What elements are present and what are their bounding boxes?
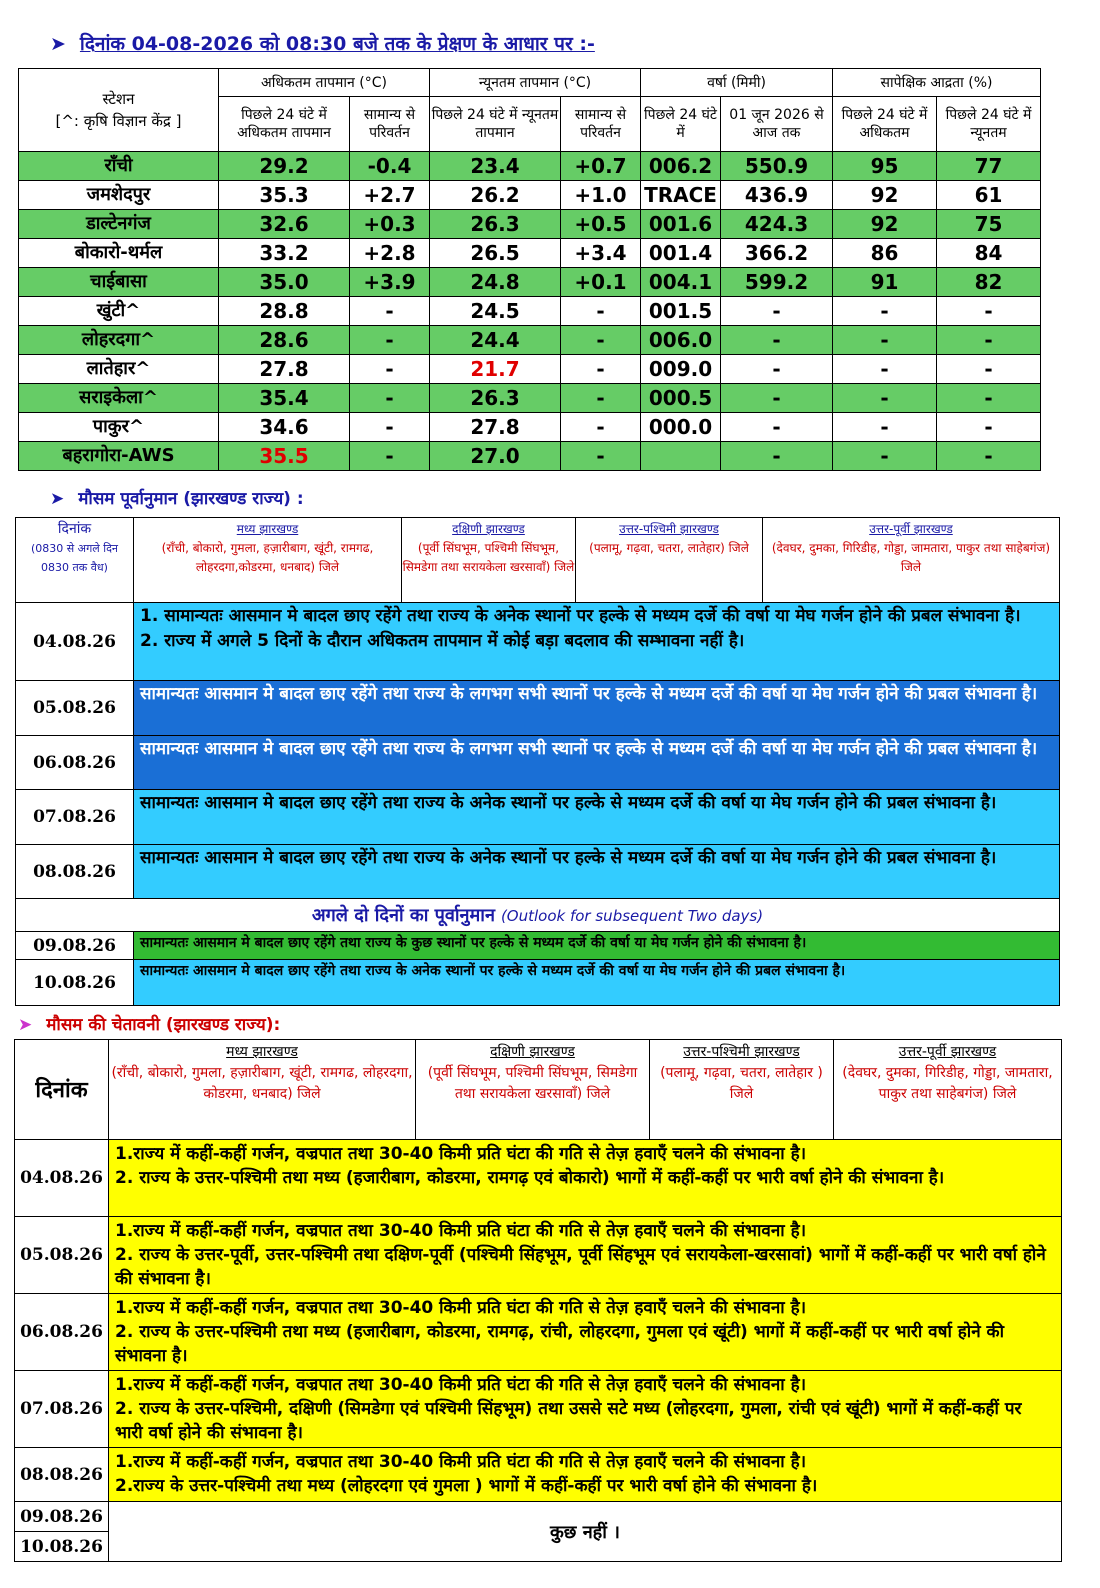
sub-header: पिछले 24 घंटे में न्यूनतम xyxy=(937,97,1041,152)
table-cell: - xyxy=(350,297,430,326)
forecast-date: 08.08.26 xyxy=(16,845,134,899)
station-name: सराइकेला^ xyxy=(19,384,219,413)
table-cell: 92 xyxy=(833,181,937,210)
observation-table xyxy=(18,68,1041,471)
table-row xyxy=(19,268,1041,297)
forecast-date: 06.08.26 xyxy=(16,736,134,790)
outlook-header xyxy=(16,899,1060,932)
table-cell: 91 xyxy=(833,268,937,297)
page-title: ➤ दिनांक 04-08-2026 को 08:30 बजे तक के प्रेक्षण के आधार पर :- xyxy=(50,33,595,55)
region-header-central xyxy=(109,1040,416,1140)
sub-header: सामान्य से परिवर्तन xyxy=(350,97,430,152)
warning-text xyxy=(109,1371,1062,1448)
region-header-northwest xyxy=(576,518,763,603)
table-cell: 001.6 xyxy=(641,210,721,239)
station-name: राँची xyxy=(19,152,219,181)
warning-section-title: ➤ मौसम की चेतावनी (झारखण्ड राज्य): xyxy=(18,1015,281,1035)
warning-date: 10.08.26 xyxy=(15,1532,109,1562)
table-cell: - xyxy=(561,442,641,471)
region-name: दक्षिणी झारखण्ड xyxy=(452,522,525,536)
table-cell: - xyxy=(833,384,937,413)
forecast-date: 09.08.26 xyxy=(16,932,134,960)
table-cell: - xyxy=(833,442,937,471)
warning-date-header: दिनांक xyxy=(15,1040,109,1140)
forecast-date-header xyxy=(16,518,134,603)
region-districts: (पूर्वी सिंघभूम, पश्चिमी सिंघभूम, सिमडेगा तथा सरायकेला खरसावाँ) जिले xyxy=(427,1065,638,1102)
table-cell: 436.9 xyxy=(721,181,833,210)
table-cell: - xyxy=(833,297,937,326)
table-cell: - xyxy=(350,355,430,384)
table-cell: 32.6 xyxy=(219,210,350,239)
table-cell: - xyxy=(561,297,641,326)
region-name: मध्य झारखण्ड xyxy=(226,1044,298,1060)
table-row xyxy=(19,181,1041,210)
sub-header: पिछले 24 घंटे में न्यूनतम तापमान xyxy=(430,97,561,152)
table-cell: 550.9 xyxy=(721,152,833,181)
region-header-central xyxy=(134,518,402,603)
warning-line: 1.राज्य में कहीं-कहीं गर्जन, वज्रपात तथा 30-40 किमी प्रति घंटा की गति से तेज़ हवाएँ चलने की संभावना है। xyxy=(115,1144,807,1164)
table-cell: 35.5 xyxy=(219,442,350,471)
forecast-date: 05.08.26 xyxy=(16,681,134,736)
forecast-text: सामान्यतः आसमान मे बादल छाए रहेंगे तथा राज्य के अनेक स्थानों पर हल्के से मध्यम दर्जे की वर्षा या मेघ गर्जन होने की प्रबल संभावना है। xyxy=(134,960,1060,1006)
warning-text xyxy=(109,1294,1062,1371)
table-row xyxy=(19,413,1041,442)
warning-none: कुछ नहीं । xyxy=(109,1502,1062,1562)
region-name: उत्तर-पूर्वी झारखण्ड xyxy=(869,522,953,536)
table-cell: - xyxy=(721,413,833,442)
forecast-line: 1. सामान्यतः आसमान मे बादल छाए रहेंगे तथा राज्य के अनेक स्थानों पर हल्के से मध्यम दर्जे की वर्षा या मेघ गर्जन होने की प्रबल संभावना है। xyxy=(140,606,1021,626)
table-cell: TRACE xyxy=(641,181,721,210)
outlook-title: अगले दो दिनों का पूर्वानुमान xyxy=(311,905,495,926)
table-cell: - xyxy=(937,442,1041,471)
table-cell: 23.4 xyxy=(430,152,561,181)
forecast-row xyxy=(16,681,1060,736)
table-cell: 000.0 xyxy=(641,413,721,442)
table-cell: 28.8 xyxy=(219,297,350,326)
warning-line: 2. राज्य के उत्तर-पश्चिमी तथा मध्य (हजारीबाग, कोडरमा, रामगढ़ एवं बोकारो) भागों में कहीं-कहीं पर भारी वर्षा होने की संभावना है। xyxy=(115,1168,945,1188)
table-cell: 21.7 xyxy=(430,355,561,384)
region-header-south xyxy=(402,518,576,603)
table-cell: 35.4 xyxy=(219,384,350,413)
warning-row xyxy=(15,1140,1062,1217)
warning-row xyxy=(15,1448,1062,1502)
table-cell: 001.5 xyxy=(641,297,721,326)
forecast-date: 04.08.26 xyxy=(16,603,134,681)
table-cell xyxy=(641,442,721,471)
warning-date: 04.08.26 xyxy=(15,1140,109,1217)
table-cell: - xyxy=(833,413,937,442)
region-header-northeast xyxy=(763,518,1060,603)
forecast-row xyxy=(16,932,1060,960)
table-cell: 34.6 xyxy=(219,413,350,442)
warning-line: 2.राज्य के उत्तर-पश्चिमी तथा मध्य (लोहरदगा एवं गुमला ) भागों में कहीं-कहीं पर भारी वर्षा होने की संभावना है। xyxy=(115,1476,818,1496)
warning-row xyxy=(15,1217,1062,1294)
warning-date: 05.08.26 xyxy=(15,1217,109,1294)
warning-line: 1.राज्य में कहीं-कहीं गर्जन, वज्रपात तथा 30-40 किमी प्रति घंटा की गति से तेज़ हवाएँ चलने की संभावना है। xyxy=(115,1221,807,1241)
arrow-icon: ➤ xyxy=(50,33,66,55)
table-row xyxy=(19,326,1041,355)
table-cell: 27.0 xyxy=(430,442,561,471)
forecast-text: सामान्यतः आसमान मे बादल छाए रहेंगे तथा राज्य के लगभग सभी स्थानों पर हल्के से मध्यम दर्जे की वर्षा या मेघ गर्जन होने की प्रबल संभावना है। xyxy=(134,736,1060,790)
table-cell: 24.5 xyxy=(430,297,561,326)
region-name: उत्तर-पश्चिमी झारखण्ड xyxy=(683,1044,800,1060)
table-cell: - xyxy=(937,326,1041,355)
warning-text xyxy=(109,1448,1062,1502)
table-cell: 35.3 xyxy=(219,181,350,210)
table-row xyxy=(19,210,1041,239)
station-name: जमशेदपुर xyxy=(19,181,219,210)
sub-header: पिछले 24 घंटे में अधिकतम xyxy=(833,97,937,152)
table-cell: - xyxy=(350,326,430,355)
region-districts: (पलामू, गढ़वा, चतरा, लातेहार ) जिले xyxy=(660,1065,823,1102)
table-cell: - xyxy=(937,297,1041,326)
table-cell: - xyxy=(937,413,1041,442)
region-name: उत्तर-पूर्वी झारखण्ड xyxy=(898,1044,997,1060)
table-cell: 95 xyxy=(833,152,937,181)
region-header-northeast xyxy=(834,1040,1062,1140)
outlook-subtitle: (Outlook for subsequent Two days) xyxy=(500,907,764,925)
warning-row xyxy=(15,1294,1062,1371)
table-cell: +3.9 xyxy=(350,268,430,297)
table-cell: - xyxy=(561,355,641,384)
outlook-header-row xyxy=(16,899,1060,932)
table-cell: 75 xyxy=(937,210,1041,239)
table-cell: - xyxy=(350,442,430,471)
table-cell: +0.7 xyxy=(561,152,641,181)
table-cell: - xyxy=(561,413,641,442)
table-cell: - xyxy=(561,384,641,413)
warning-line: 2. राज्य के उत्तर-पश्चिमी तथा मध्य (हजारीबाग, कोडरमा, रामगढ़, रांची, लोहरदगा, गुमला एवं खूंटी) भागों में कहीं-कहीं पर भारी वर्षा होने की संभावना है। xyxy=(115,1322,1005,1366)
table-row xyxy=(19,239,1041,268)
table-cell: - xyxy=(721,326,833,355)
forecast-row xyxy=(16,960,1060,1006)
table-cell: +1.0 xyxy=(561,181,641,210)
station-header-label: स्टेशन xyxy=(102,90,135,108)
table-cell: - xyxy=(350,384,430,413)
warning-line: 2. राज्य के उत्तर-पूर्वी, उत्तर-पश्चिमी तथा दक्षिण-पूर्वी (पश्चिमी सिंहभूम, पूर्वी सिंहभूम एवं सरायकेला-खरसावां) भागों में कहीं-कहीं पर भारी वर्षा होने की संभावना है। xyxy=(115,1245,1046,1289)
warning-line: 1.राज्य में कहीं-कहीं गर्जन, वज्रपात तथा 30-40 किमी प्रति घंटा की गति से तेज़ हवाएँ चलने की संभावना है। xyxy=(115,1375,807,1395)
station-name: चाईबासा xyxy=(19,268,219,297)
forecast-text: सामान्यतः आसमान मे बादल छाए रहेंगे तथा राज्य के कुछ स्थानों पर हल्के से मध्यम दर्जे की वर्षा या मेघ गर्जन होने की संभावना है। xyxy=(134,932,1060,960)
table-cell: 000.5 xyxy=(641,384,721,413)
table-cell: +0.3 xyxy=(350,210,430,239)
table-row xyxy=(19,384,1041,413)
table-row xyxy=(19,442,1041,471)
group-header: न्यूनतम तापमान (°C) xyxy=(430,69,641,97)
station-name: डाल्टेनगंज xyxy=(19,210,219,239)
group-header: अधिकतम तापमान (°C) xyxy=(219,69,430,97)
warning-row xyxy=(15,1502,1062,1532)
table-cell: - xyxy=(721,442,833,471)
region-name: उत्तर-पश्चिमी झारखण्ड xyxy=(619,522,719,536)
station-name: खुंटी^ xyxy=(19,297,219,326)
warning-date: 06.08.26 xyxy=(15,1294,109,1371)
warning-text xyxy=(109,1217,1062,1294)
table-cell: - xyxy=(833,326,937,355)
region-districts: (पलामू, गढ़वा, चतरा, लातेहार) जिले xyxy=(589,541,749,555)
warning-date: 07.08.26 xyxy=(15,1371,109,1448)
table-cell: 86 xyxy=(833,239,937,268)
forecast-line: 2. राज्य में अगले 5 दिनों के दौरान अधिकतम तापमान में कोई बड़ा बदलाव की सम्भावना नहीं है। xyxy=(140,631,745,651)
table-cell: 27.8 xyxy=(219,355,350,384)
forecast-row xyxy=(16,790,1060,845)
table-row xyxy=(19,152,1041,181)
table-cell: 001.4 xyxy=(641,239,721,268)
forecast-row xyxy=(16,845,1060,899)
forecast-table xyxy=(15,517,1060,1006)
table-cell: - xyxy=(561,326,641,355)
region-districts: (देवघर, दुमका, गिरिडीह, गोड्डा, जामतारा, पाकुर तथा साहेबगंज) जिले xyxy=(842,1065,1053,1102)
arrow-icon: ➤ xyxy=(50,489,65,509)
table-cell: +2.7 xyxy=(350,181,430,210)
table-cell: - xyxy=(937,355,1041,384)
warning-table xyxy=(14,1039,1062,1562)
table-cell: +0.1 xyxy=(561,268,641,297)
table-cell: 24.8 xyxy=(430,268,561,297)
forecast-text: सामान्यतः आसमान मे बादल छाए रहेंगे तथा राज्य के अनेक स्थानों पर हल्के से मध्यम दर्जे की वर्षा या मेघ गर्जन होने की प्रबल संभावना है। xyxy=(134,845,1060,899)
forecast-row xyxy=(16,736,1060,790)
table-cell: 006.2 xyxy=(641,152,721,181)
group-header: वर्षा (मिमी) xyxy=(641,69,833,97)
station-name: बोकारो-थर्मल xyxy=(19,239,219,268)
table-cell: 009.0 xyxy=(641,355,721,384)
station-name: पाकुर^ xyxy=(19,413,219,442)
table-cell: 84 xyxy=(937,239,1041,268)
table-cell: 006.0 xyxy=(641,326,721,355)
table-cell: - xyxy=(721,297,833,326)
table-row xyxy=(19,355,1041,384)
table-cell: +3.4 xyxy=(561,239,641,268)
table-cell: - xyxy=(721,355,833,384)
region-header-south xyxy=(416,1040,650,1140)
region-districts: (राँची, बोकारो, गुमला, हज़ारीबाग, खूंटी, रामगढ, लोहरदगा, कोडरमा, धनबाद) जिले xyxy=(111,1065,413,1102)
forecast-text: सामान्यतः आसमान मे बादल छाए रहेंगे तथा राज्य के अनेक स्थानों पर हल्के से मध्यम दर्जे की वर्षा या मेघ गर्जन होने की प्रबल संभावना है। xyxy=(134,790,1060,845)
region-districts: (देवघर, दुमका, गिरिडीह, गोड्डा, जामतारा, पाकुर तथा साहेबगंज) जिले xyxy=(771,541,1051,574)
station-header-note: [^: कृषि विज्ञान केंद्र ] xyxy=(55,112,182,130)
forecast-row xyxy=(16,603,1060,681)
station-name: बहरागोरा-AWS xyxy=(19,442,219,471)
table-cell: 29.2 xyxy=(219,152,350,181)
table-cell: -0.4 xyxy=(350,152,430,181)
table-cell: - xyxy=(833,355,937,384)
forecast-date: 07.08.26 xyxy=(16,790,134,845)
forecast-date: 10.08.26 xyxy=(16,960,134,1006)
warning-row xyxy=(15,1371,1062,1448)
table-cell: 92 xyxy=(833,210,937,239)
warning-text xyxy=(109,1140,1062,1217)
table-cell: 35.0 xyxy=(219,268,350,297)
table-cell: 28.6 xyxy=(219,326,350,355)
table-cell: - xyxy=(721,384,833,413)
sub-header: पिछले 24 घंटे में xyxy=(641,97,721,152)
table-cell: 424.3 xyxy=(721,210,833,239)
region-header-northwest xyxy=(650,1040,834,1140)
forecast-section-title: ➤ मौसम पूर्वानुमान (झारखण्ड राज्य) : xyxy=(50,489,304,509)
table-cell: 599.2 xyxy=(721,268,833,297)
warning-line: 2. राज्य के उत्तर-पश्चिमी, दक्षिणी (सिमडेगा एवं पश्चिमी सिंहभूम) तथा उससे सटे मध्य (लोहरदगा, गुमला, रांची एवं खूंटी) भागों में कहीं-कहीं पर भारी वर्षा होने की संभावना है। xyxy=(115,1399,1022,1443)
station-name: लातेहार^ xyxy=(19,355,219,384)
table-cell: 27.8 xyxy=(430,413,561,442)
table-cell: 26.2 xyxy=(430,181,561,210)
validity-note: (0830 से अगले दिन 0830 तक वैध) xyxy=(30,542,119,574)
table-cell: +0.5 xyxy=(561,210,641,239)
region-districts: (पूर्वी सिंघभूम, पश्चिमी सिंघभूम, सिमडेगा तथा सरायकेला खरसावाँ) जिले xyxy=(402,541,575,574)
table-cell: 26.3 xyxy=(430,384,561,413)
table-cell: +2.8 xyxy=(350,239,430,268)
table-cell: 26.5 xyxy=(430,239,561,268)
date-label: दिनांक xyxy=(57,521,92,537)
table-cell: - xyxy=(937,384,1041,413)
sub-header: सामान्य से परिवर्तन xyxy=(561,97,641,152)
table-cell: 33.2 xyxy=(219,239,350,268)
forecast-text: सामान्यतः आसमान मे बादल छाए रहेंगे तथा राज्य के लगभग सभी स्थानों पर हल्के से मध्यम दर्जे की वर्षा या मेघ गर्जन होने की प्रबल संभावना है। xyxy=(134,681,1060,736)
forecast-text xyxy=(134,603,1060,681)
table-cell: 26.3 xyxy=(430,210,561,239)
region-name: दक्षिणी झारखण्ड xyxy=(490,1044,575,1060)
sub-header: पिछले 24 घंटे में अधिकतम तापमान xyxy=(219,97,350,152)
region-name: मध्य झारखण्ड xyxy=(236,522,299,536)
station-header xyxy=(19,69,219,152)
table-cell: - xyxy=(350,413,430,442)
sub-header: 01 जून 2026 से आज तक xyxy=(721,97,833,152)
warning-line: 1.राज्य में कहीं-कहीं गर्जन, वज्रपात तथा 30-40 किमी प्रति घंटा की गति से तेज़ हवाएँ चलने की संभावना है। xyxy=(115,1452,807,1472)
table-cell: 82 xyxy=(937,268,1041,297)
warning-line: 1.राज्य में कहीं-कहीं गर्जन, वज्रपात तथा 30-40 किमी प्रति घंटा की गति से तेज़ हवाएँ चलने की संभावना है। xyxy=(115,1298,807,1318)
arrow-icon: ➤ xyxy=(18,1015,33,1035)
region-districts: (राँची, बोकारो, गुमला, हज़ारीबाग, खूंटी, रामगढ, लोहरदगा,कोडरमा, धनबाद) जिले xyxy=(161,541,374,574)
table-cell: 61 xyxy=(937,181,1041,210)
table-cell: 24.4 xyxy=(430,326,561,355)
group-header: सापेक्षिक आद्रता (%) xyxy=(833,69,1041,97)
table-cell: 366.2 xyxy=(721,239,833,268)
warning-date: 08.08.26 xyxy=(15,1448,109,1502)
table-cell: 77 xyxy=(937,152,1041,181)
warning-date: 09.08.26 xyxy=(15,1502,109,1532)
table-row xyxy=(19,297,1041,326)
table-cell: 004.1 xyxy=(641,268,721,297)
station-name: लोहरदगा^ xyxy=(19,326,219,355)
